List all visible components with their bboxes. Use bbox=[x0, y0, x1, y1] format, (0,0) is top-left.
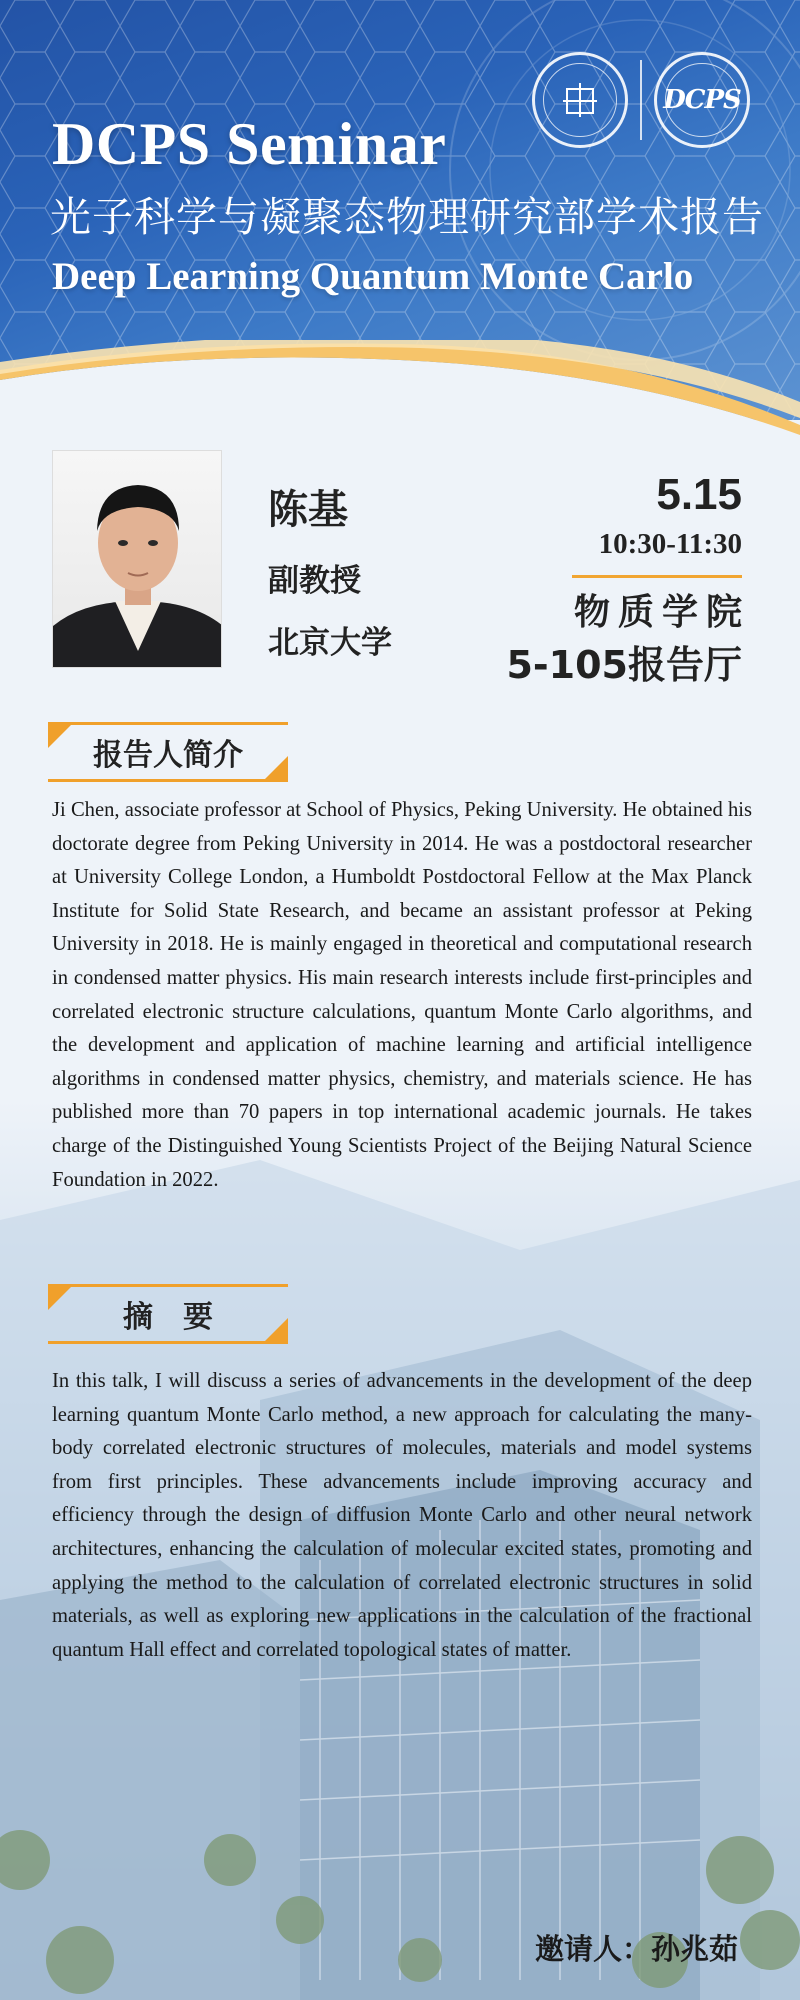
speaker-affiliation: 北京大学 bbox=[268, 625, 392, 661]
seminar-time: 10:30-11:30 bbox=[598, 528, 742, 560]
time-divider bbox=[572, 575, 742, 578]
seminar-series-title: DCPS Seminar bbox=[52, 111, 447, 177]
emblem-icon bbox=[555, 75, 605, 125]
speaker-portrait bbox=[53, 451, 222, 668]
venue-building: 物质学院 bbox=[573, 592, 750, 633]
talk-title: Deep Learning Quantum Monte Carlo bbox=[52, 255, 694, 298]
department-title: 光子科学与凝聚态物理研究部学术报告 bbox=[50, 193, 764, 241]
shanghaitech-logo bbox=[532, 52, 628, 148]
bio-text: Ji Chen, associate professor at School of Physics, Peking University. He obtained his doctorate degree from Peking University in 2014. He was a postdoctoral researcher at University College London, a Humboldt Postdoctoral Fellow at the Max Planck Institute for Solid State Research, and became an assistant professor at Peking University in 2018. He is mainly engaged in theoretical and computational research in condensed matter physics. His main research interests include first-principles and correlated electronic structure calculations, quantum Monte Carlo algorithms, and the development and application of machine learning and artificial intelligence algorithms in condensed matter physics, chemistry, and materials science. He has published more than 70 papers in top international academic journals. He takes charge of the Distinguished Young Scientists Project of the Beijing Natural Science Foundation in 2022. bbox=[52, 799, 752, 1191]
venue-room: 5-105报告厅 bbox=[506, 643, 742, 687]
seminar-date: 5.15 bbox=[656, 470, 742, 519]
speaker-name: 陈基 bbox=[268, 487, 348, 533]
abstract-section-header bbox=[48, 1284, 288, 1344]
abstract-text: In this talk, I will discuss a series of advancements in the development of the deep learning quantum Monte Carlo method, a new approach for calculating the many-body correlated electronic structures of molecules, materials and model systems from first principles. These advancements include improving accuracy and efficiency through the design of diffusion Monte Carlo and other neural network architectures, enhancing the calculation of molecular excited states, promoting and applying the method to the calculation of correlated electronic structures in solid materials, as well as exploring new applications in the calculation of the fractional quantum Hall effect and correlated topological states of matter. bbox=[52, 1370, 752, 1661]
logos bbox=[532, 52, 750, 148]
speaker-title: 副教授 bbox=[268, 563, 361, 599]
bio-heading: 报告人简介 bbox=[93, 738, 243, 773]
dcps-logo bbox=[654, 52, 750, 148]
speaker-photo bbox=[52, 450, 222, 668]
dcps-logo-text: DCPS bbox=[663, 85, 741, 115]
logo-divider bbox=[640, 60, 642, 140]
abstract-heading: 摘 要 bbox=[123, 1300, 213, 1335]
header-wave bbox=[0, 340, 800, 450]
bio-section-header bbox=[48, 722, 288, 782]
host-label: 邀请人：孙兆茹 bbox=[534, 1932, 738, 1966]
